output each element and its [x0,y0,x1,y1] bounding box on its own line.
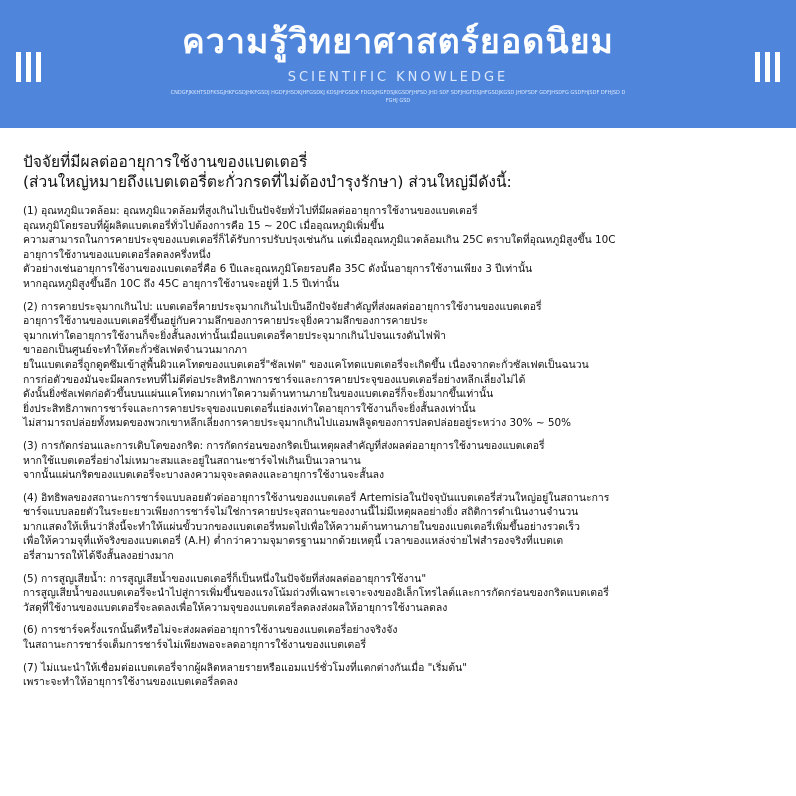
text-line: เพื่อให้ความจุที่แท้จริงของแบตเตอรี่ (A.H) ต่ำกว่าความจุมาตรฐานมากด้วยเหตุนี้ เวลาของแหล่งจ่ายไฟสำรองจริงที่แบตเต [23,535,564,548]
text-line: ยในแบตเตอรี่ถูกดูดซึมเข้าสู่พื้นผิวแคโทดของแบตเตอรี่"ซัลเฟต" ของแคโทดแบตเตอรี่จะเกิดขึ้น เนื่องจากตะกั่วซัลเฟตเป็นฉนวน [23,358,589,371]
factor-section-6 [23,623,772,652]
text-line: ยิ่งประสิทธิภาพการชาร์จและการคายประจุของแบตเตอรี่แย่ลงเท่าใดอายุการใช้งานก็จะยิ่งสั้นลงเท่านั้น [23,402,476,415]
factor-section-5 [23,572,772,616]
text-line: อายุการใช้งานของแบตเตอรี่ลดลงครึ่งหนึ่ง [23,248,211,261]
text-line: จากนั้นแผ่นกริดของแบตเตอรี่จะบางลงความจุจะลดลงและอายุการใช้งานจะสั้นลง [23,469,385,482]
factor-section-2 [23,300,772,431]
text-line: ไม่สามารถปล่อยทั้งหมดของพวกเขาหลีกเลี่ยงการคายประจุมากเกินไปแอมพลิจูดของการปลดปล่อยอยู่ระหว่าง 30% ~ 50% [23,417,571,430]
text-line: (7) ไม่แนะนำให้เชื่อมต่อแบตเตอรี่จากผู้ผลิตหลายรายหรือแอมแปร์ชั่วโมงที่แตกต่างกันเมื่อ "เริ่มต้น" [23,661,468,674]
banner-title: ความรู้วิทยาศาสตร์ยอดนิยม [182,22,614,62]
text-line: ชาร์จแบบลอยตัวในระยะยาวเพียงการชาร์จไม่ใช่การคายประจุสถานะของงานนี้ไม่มีเหตุผลอย่างยิ่ง สถิติการดำเนินงานจำนวน [23,506,579,519]
text-line: (4) อิทธิพลของสถานะการชาร์จแบบลอยตัวต่ออายุการใช้งานของแบตเตอรี่ Artemisiaในปัจจุบันแบตเตอรี่ส่วนใหญ่อยู่ในสถานะการ [23,491,610,504]
text-line: อายุการใช้งานของแบตเตอรี่ขึ้นอยู่กับความลึกของการคายประจุยิ่งความลึกของการคายประ [23,315,429,328]
text-line: หากอุณหภูมิสูงขึ้นอีก 10C ถึง 45C อายุการใช้งานจะอยู่ที่ 1.5 ปีเท่านั้น [23,277,340,290]
text-line: การสูญเสียน้ำของแบตเตอรี่จะนำไปสู่การเพิ่มขึ้นของแรงโน้มถ่วงที่เฉพาะเจาะจงของอิเล็กโทรไลต์และการกัดกร่อนของกริดแบตเตอรี่ [23,587,609,600]
banner-subtitle: SCIENTIFIC KNOWLEDGE [287,70,509,85]
article-body [0,128,796,690]
text-line: ขาออกเป็นศูนย์จะทำให้ตะกั่วซัลเฟตจำนวนมากภา [23,344,248,357]
text-line: วัสดุที่ใช้งานของแบตเตอรี่จะลดลงเพื่อให้ความจุของแบตเตอรี่ลดลงส่งผลให้อายุการใช้งานลดลง [23,601,448,614]
factor-section-4 [23,491,772,564]
text-line: อรี่สามารถให้ได้จึงสั้นลงอย่างมาก [23,550,174,563]
text-line: อุณหภูมิโดยรอบที่ผู้ผลิตแบตเตอรี่ทั่วไปต้องการคือ 15 ~ 20C เมื่ออุณหภูมิเพิ่มขึ้น [23,219,385,232]
header-banner [0,0,796,128]
text-line: หากใช้แบตเตอรี่อย่างไม่เหมาะสมและอยู่ในสถานะชาร์จไฟเกินเป็นเวลานาน [23,454,361,467]
text-line: ความสามารถในการคายประจุของแบตเตอรี่ก็ได้รับการปรับปรุงเช่นกัน แต่เมื่ออุณหภูมิแวดล้อมเกิน 25C ตราบใดที่อุณหภูมิสูงขึ้น 10C [23,234,616,247]
text-line: จุมากเท่าใดอายุการใช้งานก็จะยิ่งสั้นลงเท่านั้นเมื่อแบตเตอรี่คายประจุมากเกินไปจนแรงดันไฟฟ้า [23,329,447,342]
text-line: (5) การสูญเสียน้ำ: การสูญเสียน้ำของแบตเตอรี่ก็เป็นหนึ่งในปัจจัยที่ส่งผลต่ออายุการใช้งาน" [23,572,427,585]
text-line: มากแสดงให้เห็นว่าสิ่งนี้จะทำให้แผ่นขั้วบวกของแบตเตอรี่หมดไปเพื่อให้ความต้านทานภายในของแบตเตอรี่เพิ่มขึ้นอย่างรวดเร็ว [23,520,580,533]
heading-line: (ส่วนใหญ่หมายถึงแบตเตอรี่ตะกั่วกรดที่ไม่ต้องบำรุงรักษา) ส่วนใหญ่มีดังนี้: [23,173,512,191]
text-line: (6) การชาร์จครั้งแรกนั้นดีหรือไม่จะส่งผลต่ออายุการใช้งานของแบตเตอรี่อย่างจริงจัง [23,624,398,637]
text-line: (3) การกัดกร่อนและการเติบโตของกริด: การกัดกร่อนของกริดเป็นเหตุผลสำคัญที่ส่งผลต่ออายุการใช้งานของแบตเตอรี่ [23,439,545,452]
text-line: ในสถานะการชาร์จเต็มการชาร์จไม่เพียงพอจะลดอายุการใช้งานของแบตเตอรี่ [23,639,367,652]
decorative-bars-right [755,52,780,82]
article-heading [23,152,772,192]
text-line: (1) อุณหภูมิแวดล้อม: อุณหภูมิแวดล้อมที่สูงเกินไปเป็นปัจจัยทั่วไปที่มีผลต่ออายุการใช้งานของแบตเตอรี่ [23,205,478,217]
text-line: ตัวอย่างเช่นอายุการใช้งานของแบตเตอรี่คือ 6 ปีและอุณหภูมิโดยรอบคือ 35C ดังนั้นอายุการใช้งานเพียง 3 ปีเท่านั้น [23,263,533,276]
factor-section-7 [23,661,772,690]
text-line: ดังนั้นยิ่งซัลเฟตก่อตัวขึ้นบนแผ่นแคโทดมากเท่าใดความต้านทานภายในของแบตเตอรี่ก็จะยิ่งมากขึ้นเท่านั้น [23,388,494,401]
banner-fine-print: CNDGFJKKHTSDFKSGJHKFGSDJHKFGSDJ HGDFJHSDKJHFGSDKJ KDSJHFGSDK FDGSJHGFDSJKGSDFJHFSD JHD SDF SDFJHGFDSJHFGSDJKGSD JHDFSDF GDFJHSDFG GSDFHJSDF DFHJSD DFGHJ GSD [170,90,626,104]
heading-line: ปัจจัยที่มีผลต่ออายุการใช้งานของแบตเตอรี่ [23,153,308,171]
text-line: (2) การคายประจุมากเกินไป: แบตเตอรี่คายประจุมากเกินไปเป็นอีกปัจจัยสำคัญที่ส่งผลต่ออายุการใช้งานของแบตเตอรี่ [23,300,542,313]
factor-section-1 [23,204,772,292]
factor-section-3 [23,439,772,483]
text-line: การก่อตัวของมันจะมีผลกระทบที่ไม่ดีต่อประสิทธิภาพการชาร์จและการคายประจุของแบตเตอรี่อย่างหลีกเลี่ยงไม่ได้ [23,373,526,386]
text-line: เพราะจะทำให้อายุการใช้งานของแบตเตอรี่ลดลง [23,676,238,689]
